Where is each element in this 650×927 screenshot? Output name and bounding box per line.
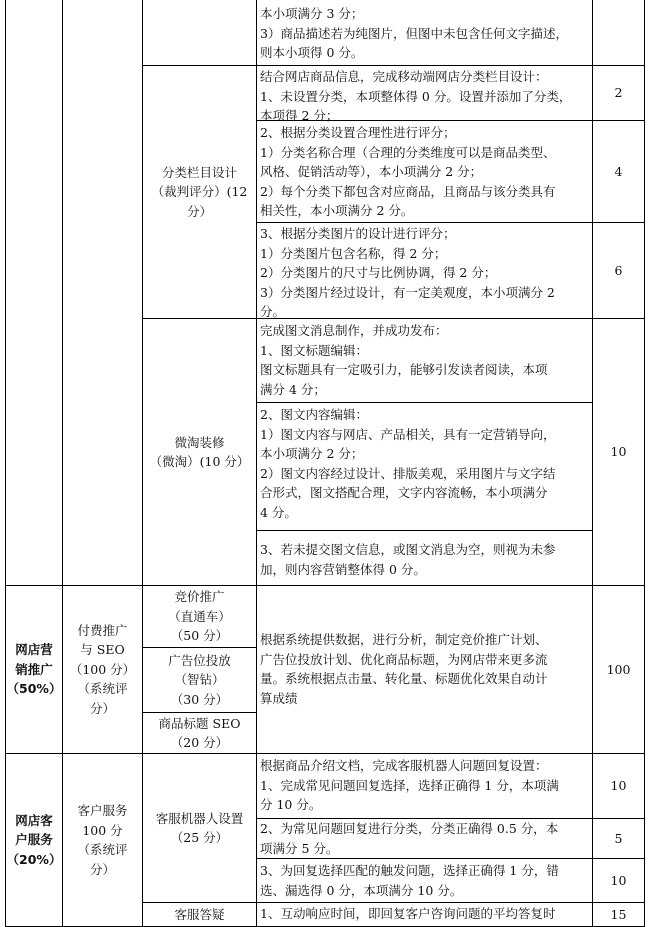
promo-item-ads: 广告位投放 （智钻） （30 分） xyxy=(168,652,231,707)
section-promotion: 网店营 销推广 （50%） xyxy=(6,642,62,697)
robot-criteria-1: 根据商品介绍文档，完成客服机器人问题回复设置： 1、完成常见问题回复选择，选择正确得 1 分，本项满 分 10 分。 xyxy=(260,758,559,812)
weitao-criteria-2: 2、图文内容编辑： 1）图文内容与网店、产品相关，具有一定营销导向， 本小项满分 2 分； 2）图文内容经过设计、排版美观，采用图片与文字结 合形式，图文搭配合理，文字内容流畅，本小项满分 4 分。 xyxy=(260,407,556,520)
qa-score: 15 xyxy=(610,906,627,922)
weitao-score: 10 xyxy=(610,444,627,460)
promo-criteria: 根据系统提供数据，进行分析，制定竞价推广计划、 广告位投放计划、优化商品标题，为网店带来更多流 量。系统根据点击量、转化量、标题优化效果自动计 算成绩 xyxy=(260,632,548,706)
weitao-criteria-3: 3、若未提交图文信息，或图文消息为空，则视为未参 加，则内容营销整体得 0 分。 xyxy=(260,542,556,577)
category-score-3: 6 xyxy=(614,262,623,278)
qa-label: 客服答疑 xyxy=(174,906,225,922)
criteria-continued: 本小项满分 3 分； 3）商品描述若为纯图片，但图中未包含任何文字描述， 则本小项得 0 分。 xyxy=(260,6,568,60)
promo-item-seo: 商品标题 SEO （20 分） xyxy=(158,715,241,750)
section-service: 网店客 户服务 （20%） xyxy=(6,812,62,867)
category-criteria-1: 结合网店商品信息，完成移动端网店分类栏目设计： 1、未设置分类，本项整体得 0 分。设置并添加了分类， 本项得 2 分； xyxy=(260,69,572,123)
qa-criteria: 1、互动响应时间，即回复客户咨询问题的平均答复时 xyxy=(260,906,556,921)
promo-subcategory: 付费推广 与 SEO （100 分） （系统评 分） xyxy=(69,622,136,716)
robot-criteria-3: 3、为回复选择匹配的触发问题，选择正确得 1 分，错 选、漏选得 0 分，本项满分 10 分。 xyxy=(260,863,559,898)
promo-score: 100 xyxy=(606,661,631,677)
robot-setup-label: 客服机器人设置 （25 分） xyxy=(155,810,244,845)
service-subcategory: 客户服务 100 分 （系统评 分） xyxy=(77,803,128,877)
robot-criteria-2: 2、为常见问题回复进行分类，分类正确得 0.5 分，本 项满分 5 分。 xyxy=(260,821,559,856)
weitao-criteria-1: 完成图文消息制作，并成功发布： 1、图文标题编辑： 图文标题具有一定吸引力，能够引发读者阅读，本项 满分 4 分； xyxy=(260,323,548,397)
category-score-1: 2 xyxy=(614,85,623,101)
robot-score-1: 10 xyxy=(610,778,627,794)
category-criteria-2: 2、根据分类设置合理性进行评分； 1）分类名称合理（合理的分类维度可以是商品类型、 风格、促销活动等），本小项满分 2 分； 2）每个分类下都包含对应商品，且商品与该分类具有 相关性，本小项满分 2 分。 xyxy=(260,125,556,218)
robot-score-2: 5 xyxy=(614,830,623,846)
weitao-label: 微淘装修 （微淘）(10 分） xyxy=(149,434,250,469)
robot-score-3: 10 xyxy=(610,872,627,888)
category-design-label: 分类栏目设计 （裁判评分）(12 分） xyxy=(151,164,248,219)
category-criteria-3: 3、根据分类图片的设计进行评分； 1）分类图片包含名称，得 2 分； 2）分类图片的尺寸与比例协调，得 2 分； 3）分类图片经过设计，有一定美观度，本小项满分 2 分。 xyxy=(260,226,555,319)
promo-item-bidding: 竞价推广 （直通车） （50 分） xyxy=(168,589,231,644)
category-score-2: 4 xyxy=(614,163,623,179)
